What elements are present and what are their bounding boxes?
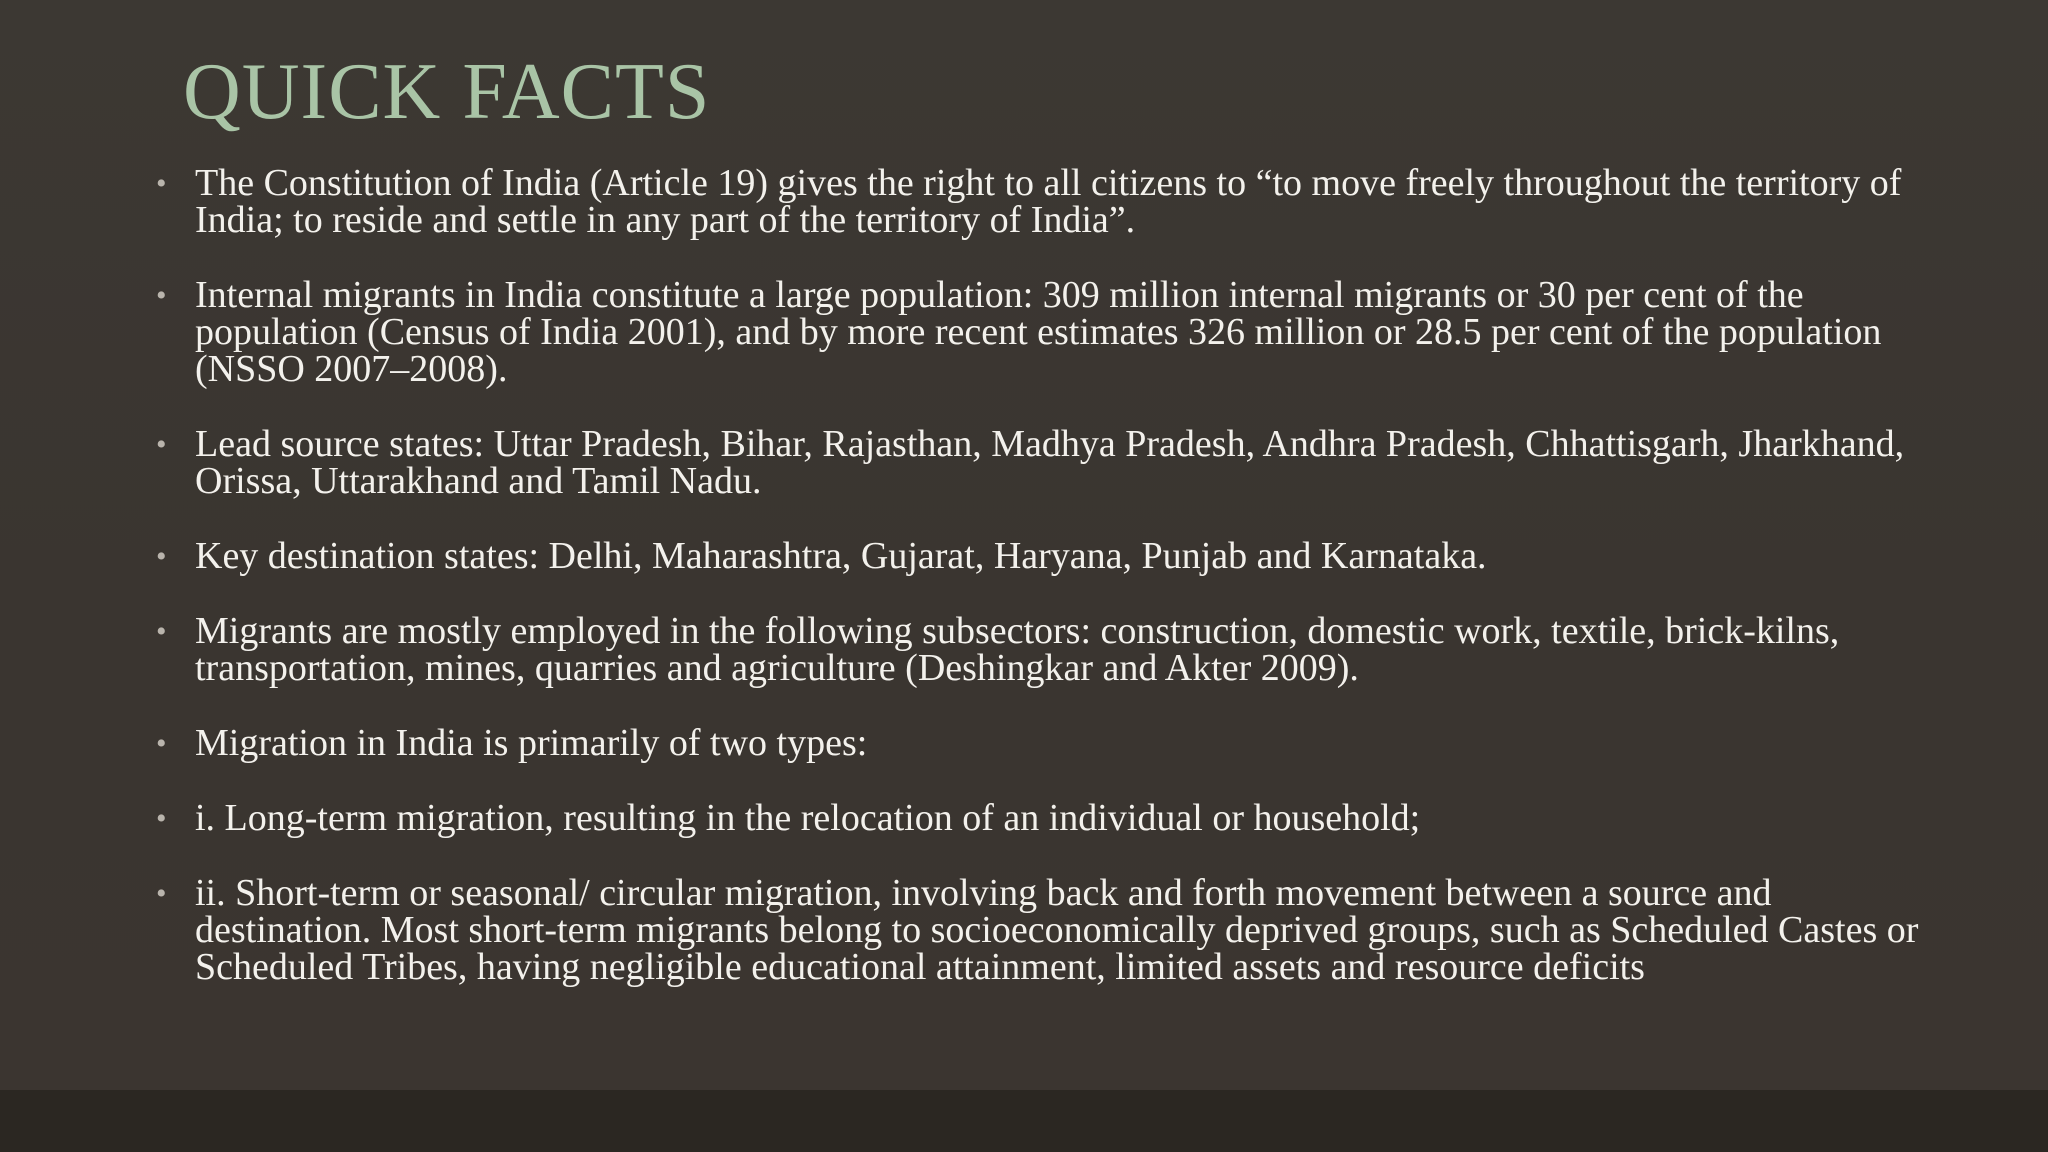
bullet-dot-icon: •	[156, 802, 167, 835]
bullet-list	[156, 162, 1956, 1024]
bullet-item	[156, 610, 1956, 689]
bullet-dot-icon: •	[156, 540, 167, 573]
bullet-item	[156, 162, 1956, 241]
bullet-text: The Constitution of India (Article 19) gives the right to all citizens to “to move freely throughout the territory of India; to reside and settle in any part of the territory of India”.	[195, 162, 1902, 241]
bullet-dot-icon: •	[156, 727, 167, 760]
bullet-dot-icon: •	[156, 877, 167, 910]
bullet-item	[156, 797, 1956, 839]
bullet-text: Internal migrants in India constitute a large population: 309 million internal migrants or 30 per cent of the population (Census of India 2001), and by more recent estimates 326 million or 28.5 per cent of the population (NSSO 2007–2008).	[195, 274, 1882, 390]
bullet-item	[156, 423, 1956, 502]
bullet-dot-icon: •	[156, 428, 167, 461]
bullet-text: Migrants are mostly employed in the following subsectors: construction, domestic work, textile, brick-kilns, transportation, mines, quarries and agriculture (Deshingkar and Akter 2009).	[195, 610, 1840, 689]
bullet-text: Key destination states: Delhi, Maharashtra, Gujarat, Haryana, Punjab and Karnataka.	[195, 535, 1487, 577]
slide-title: QUICK FACTS	[183, 48, 711, 136]
bullet-dot-icon: •	[156, 615, 167, 648]
bullet-dot-icon: •	[156, 167, 167, 200]
bullet-item	[156, 535, 1956, 577]
bullet-text: Migration in India is primarily of two types:	[195, 722, 868, 764]
bullet-text: Lead source states: Uttar Pradesh, Bihar, Rajasthan, Madhya Pradesh, Andhra Pradesh, Chhattisgarh, Jharkhand, Orissa, Uttarakhand and Tamil Nadu.	[195, 423, 1905, 502]
bullet-item	[156, 722, 1956, 764]
bullet-item	[156, 872, 1956, 988]
bullet-text: i. Long-term migration, resulting in the relocation of an individual or household;	[195, 797, 1421, 839]
footer-band	[0, 1090, 2048, 1152]
bullet-dot-icon: •	[156, 279, 167, 312]
bullet-item	[156, 274, 1956, 390]
bullet-text: ii. Short-term or seasonal/ circular migration, involving back and forth movement between a source and destination. Most short-term migrants belong to socioeconomically deprived groups, such as Scheduled Castes or Scheduled Tribes, having negligible educational attainment, limited assets and resource deficits	[195, 872, 1919, 988]
